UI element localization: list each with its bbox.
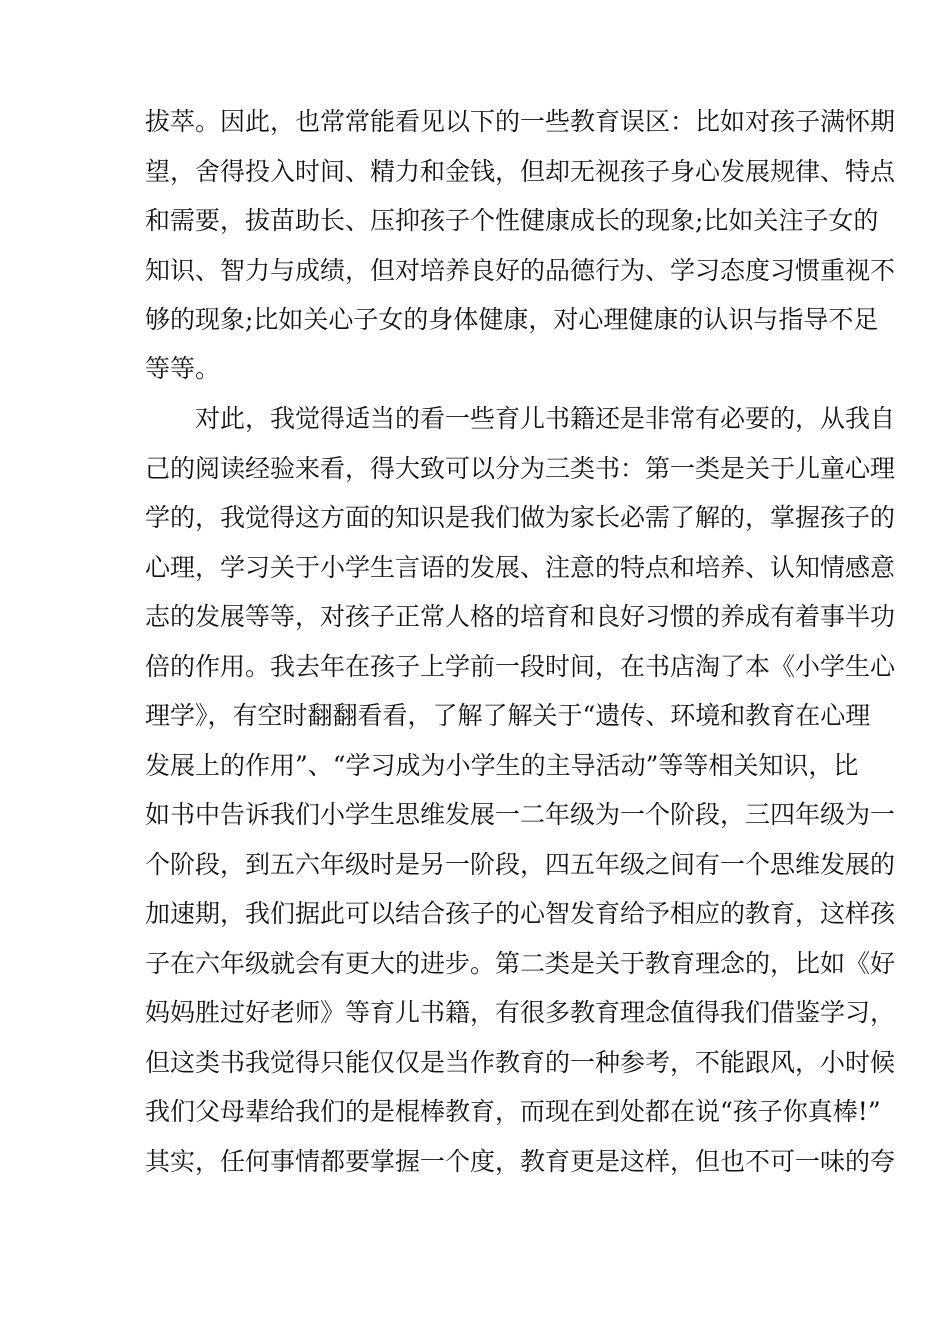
paragraph-1-line-5: 够的现象;比如关心子女的身体健康，对心理健康的认识与指导不足 [145, 305, 879, 334]
paragraph-2-line-10: 个阶段，到五六年级时是另一阶段，四五年级之间有一个思维发展的 [145, 850, 896, 879]
paragraph-2-line-15: 我们父母辈给我们的是棍棒教育，而现在到处都在说“孩子你真棒!” [145, 1097, 881, 1126]
paragraph-2-line-9: 如书中告诉我们小学生思维发展一二年级为一个阶段，三四年级为一 [145, 800, 896, 829]
paragraph-2-line-11: 加速期，我们据此可以结合孩子的心智发育给予相应的教育，这样孩 [145, 899, 896, 928]
paragraph-1-line-1: 拔萃。因此，也常常能看见以下的一些教育误区：比如对孩子满怀期 [145, 107, 896, 136]
paragraph-1-line-2: 望，舍得投入时间、精力和金钱，但却无视孩子身心发展规律、特点 [145, 157, 896, 186]
paragraph-2-line-7: 理学》，有空时翻翻看看，了解了解关于“遗传、环境和教育在心理 [145, 701, 871, 730]
paragraph-2-line-5: 志的发展等等，对孩子正常人格的培育和良好习惯的养成有着事半功 [145, 602, 896, 631]
paragraph-1-line-6: 等等。 [145, 354, 221, 383]
paragraph-2-line-12: 子在六年级就会有更大的进步。第二类是关于教育理念的，比如《好 [145, 949, 896, 978]
paragraph-2-line-1: 对此，我觉得适当的看一些育儿书籍还是非常有必要的，从我自 [195, 404, 896, 433]
paragraph-2-line-16: 其实，任何事情都要掌握一个度，教育更是这样，但也不可一味的夸 [145, 1147, 896, 1176]
paragraph-1-line-4: 知识、智力与成绩，但对培养良好的品德行为、学习态度习惯重视不 [145, 256, 896, 285]
paragraph-1-line-3: 和需要，拔苗助长、压抑孩子个性健康成长的现象;比如关注子女的 [145, 206, 879, 235]
paragraph-2-line-13: 妈妈胜过好老师》等育儿书籍，有很多教育理念值得我们借鉴学习， [145, 998, 896, 1027]
paragraph-2-line-2: 己的阅读经验来看，得大致可以分为三类书：第一类是关于儿童心理 [145, 454, 896, 483]
paragraph-2-line-6: 倍的作用。我去年在孩子上学前一段时间，在书店淘了本《小学生心 [145, 652, 896, 681]
paragraph-2-line-4: 心理，学习关于小学生言语的发展、注意的特点和培养、认知情感意 [145, 553, 896, 582]
paragraph-2-line-3: 学的，我觉得这方面的知识是我们做为家长必需了解的，掌握孩子的 [145, 503, 896, 532]
paragraph-2-line-14: 但这类书我觉得只能仅仅是当作教育的一种参考，不能跟风，小时候 [145, 1048, 896, 1077]
paragraph-2-line-8: 发展上的作用”、“学习成为小学生的主导活动”等等相关知识，比 [145, 751, 859, 780]
